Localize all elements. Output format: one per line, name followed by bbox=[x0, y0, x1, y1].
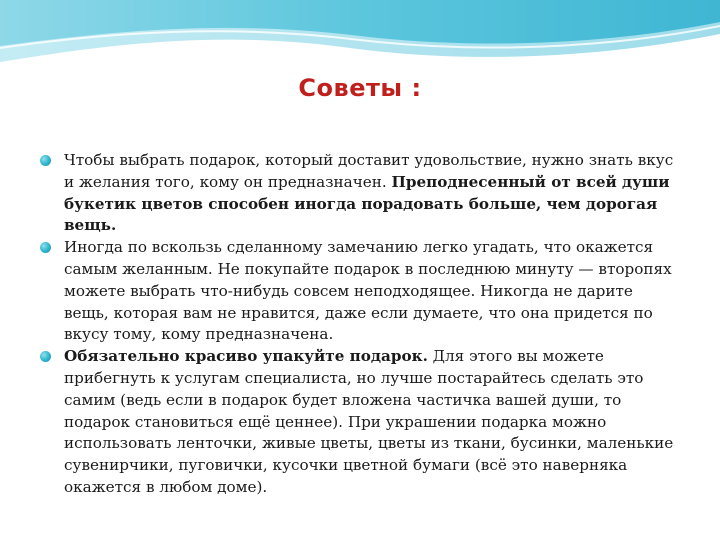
tip-bold-text: Преподнесенный от всей души букетик цветов способен иногда порадовать больше, чем дорогая вещь. bbox=[64, 172, 670, 235]
list-item bbox=[40, 237, 680, 346]
tip-text: Для этого вы можете прибегнуть к услугам специалиста, но лучше постарайтесь сделать это самим (ведь если в подарок будет вложена частичка вашей души, то подарок становиться ещё ценнее). При украшении подарка можно использовать ленточки, живые цветы, цветы из ткани, бусинки, маленькие сувенирчики, пуговички, кусочки цветной бумаги (всё это наверняка окажется в любом доме). bbox=[64, 347, 674, 496]
list-item bbox=[40, 346, 680, 499]
slide-title: Советы : bbox=[298, 74, 422, 102]
tips-list bbox=[40, 150, 680, 499]
bullet-icon bbox=[40, 242, 51, 253]
bullet-icon bbox=[40, 351, 51, 362]
bullet-icon bbox=[40, 155, 51, 166]
list-item bbox=[40, 150, 680, 237]
tip-bold-text: Обязательно красиво упакуйте подарок. bbox=[64, 347, 428, 366]
tip-text: Иногда по вскользь сделанному замечанию легко угадать, что окажется самым желанным. Не покупайте подарок в последнюю минуту — второпях можете выбрать что-нибудь совсем неподходящее. Никогда не дарите вещь, которая вам не нравится, даже если думаете, что она придется по вкусу тому, кому предназначена. bbox=[64, 238, 672, 344]
header-wave-decoration bbox=[0, 0, 720, 80]
tip-text: Чтобы выбрать подарок, который доставит удовольствие, нужно знать вкус и желания того, кому он предназначен. bbox=[64, 151, 674, 191]
